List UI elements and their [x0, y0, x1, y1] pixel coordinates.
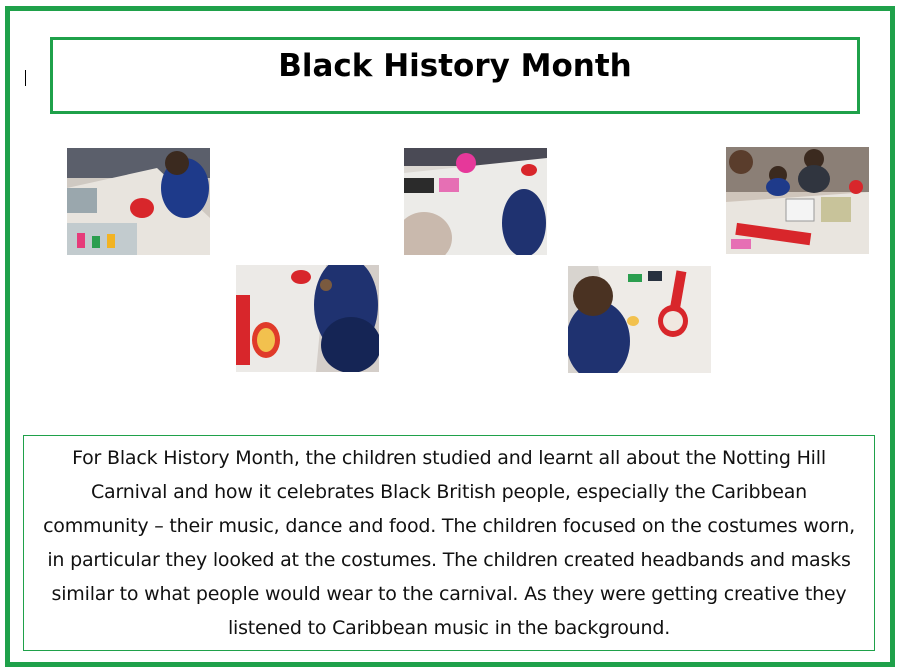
activity-photo-5 [568, 266, 711, 373]
title-box [50, 37, 860, 114]
activity-photo-3 [726, 147, 869, 254]
description-text: For Black History Month, the children studied and learnt all about the Notting Hill Carnival and how it celebrates Black British people, especially the Caribbean community – their music, dance and food. The children focused on the costumes worn, in particular they looked at the costumes. The children created headbands and masks similar to what people would wear to the carnival. As they were getting creative they listened to Caribbean music in the background. [43, 447, 855, 639]
description-box [23, 435, 875, 651]
activity-photo-4 [236, 265, 379, 372]
text-cursor [25, 70, 26, 86]
activity-photo-2 [404, 148, 547, 255]
page-title: Black History Month [278, 47, 632, 84]
activity-photo-1 [67, 148, 210, 255]
